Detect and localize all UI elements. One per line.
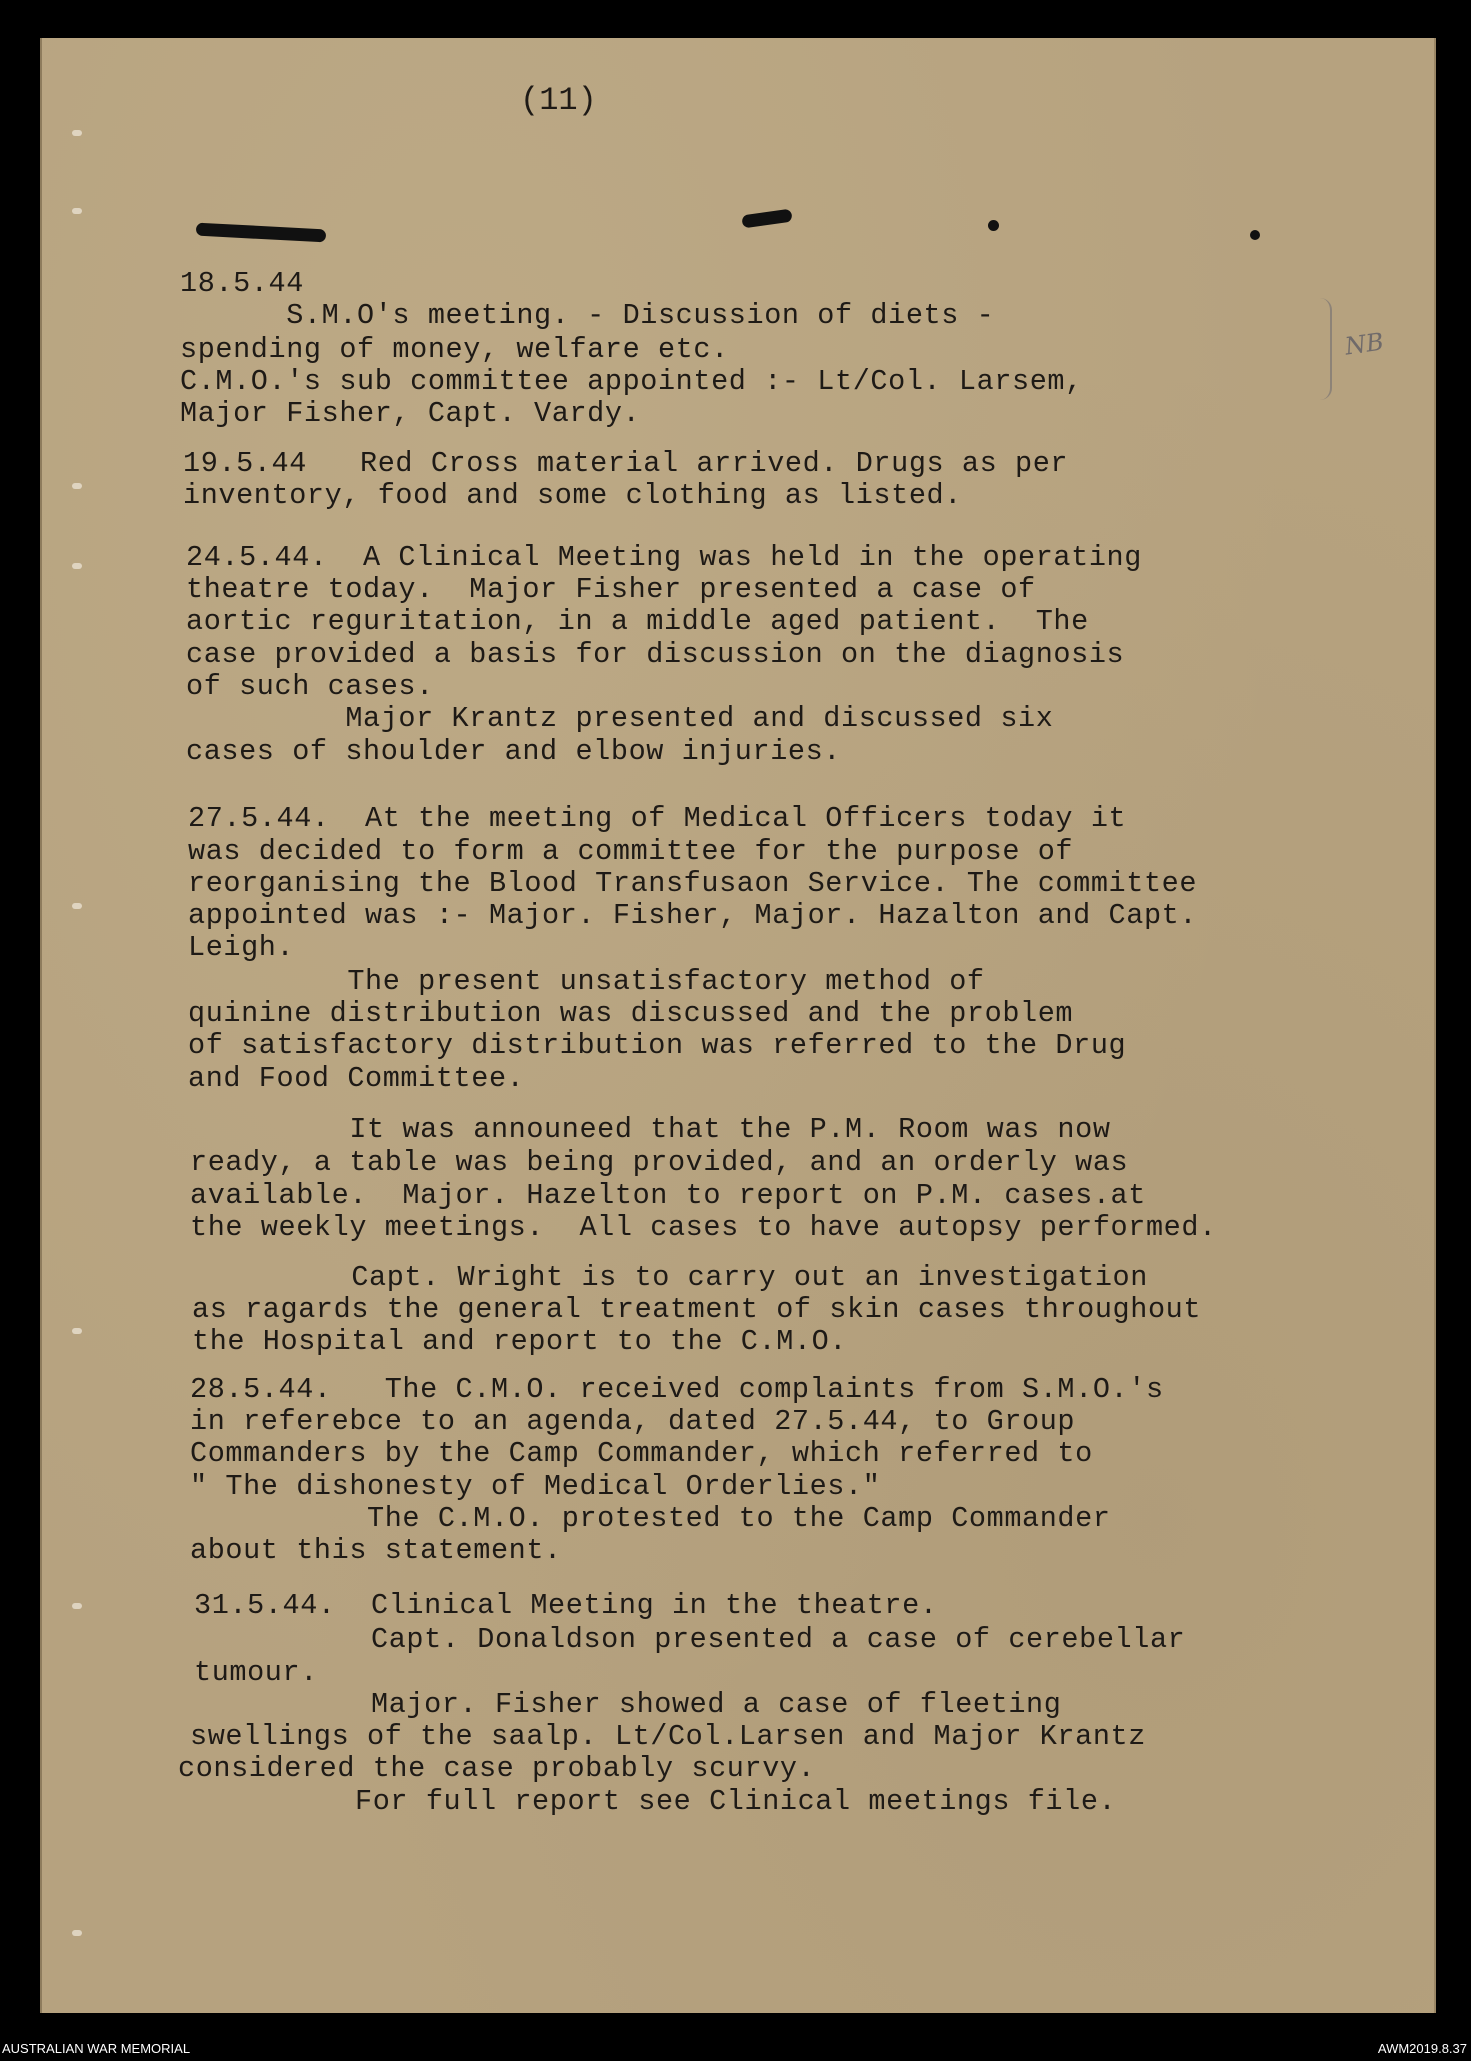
typed-line: 27.5.44. At the meeting of Medical Officers today it [188,802,1127,835]
typed-line: case provided a basis for discussion on the diagnosis [186,638,1125,671]
typed-line: Major Krantz presented and discussed six [186,702,1054,735]
margin-brace [1318,298,1332,400]
punch-mark [72,563,82,569]
typed-line: in referebce to an agenda, dated 27.5.44, to Group [190,1405,1076,1438]
punch-mark [72,130,82,136]
typed-line: C.M.O.'s sub committee appointed :- Lt/Col. Larsem, [180,365,1083,398]
typed-line: S.M.O's meeting. - Discussion of diets - [180,299,995,332]
footer-credit: AUSTRALIAN WAR MEMORIAL [2,2041,191,2056]
punch-mark [72,903,82,909]
typed-line: For full report see Clinical meetings file. [178,1785,1117,1818]
typed-line: the weekly meetings. All cases to have autopsy performed. [190,1211,1217,1244]
typed-line: the Hospital and report to the C.M.O. [192,1325,848,1358]
footer-reference: AWM2019.8.37 [1377,2041,1467,2056]
punch-mark [72,1328,82,1334]
typed-line: ready, a table was being provided, and an orderly was [190,1146,1129,1179]
typed-line: 28.5.44. The C.M.O. received complaints from S.M.O.'s [190,1373,1164,1406]
punch-mark [72,208,82,214]
page-number: (11) [520,82,597,119]
typed-line: 31.5.44. Clinical Meeting in the theatre. [194,1589,938,1622]
typed-line: quinine distribution was discussed and the problem [188,997,1074,1030]
typed-line: swellings of the saalp. Lt/Col.Larsen and Major Krantz [190,1720,1146,1753]
typed-line: reorganising the Blood Transfusaon Service. The committee [188,867,1198,900]
typed-line: available. Major. Hazelton to report on P.M. cases.at [190,1179,1146,1212]
typed-line: of such cases. [186,670,434,703]
typed-line: considered the case probably scurvy. [178,1752,816,1785]
ink-dot [1250,230,1260,240]
typed-line: The C.M.O. protested to the Camp Commander [190,1502,1111,1535]
typed-line: spending of money, welfare etc. [180,333,729,366]
typed-line: Major. Fisher showed a case of fleeting [194,1688,1062,1721]
typed-line: and Food Committee. [188,1062,525,1095]
typed-line: Capt. Wright is to carry out an investigation [192,1261,1148,1294]
typed-line: theatre today. Major Fisher presented a case of [186,573,1036,606]
punch-mark [72,1930,82,1936]
punch-mark [72,1603,82,1609]
typed-line: Major Fisher, Capt. Vardy. [180,397,641,430]
typed-line: inventory, food and some clothing as listed. [183,479,962,512]
typed-line: of satisfactory distribution was referred to the Drug [188,1029,1127,1062]
typed-line: about this statement. [190,1534,562,1567]
typed-line: was decided to form a committee for the purpose of [188,835,1074,868]
typed-line: " The dishonesty of Medical Orderlies." [190,1470,881,1503]
typed-line: aortic reguritation, in a middle aged patient. The [186,605,1089,638]
typed-line: tumour. [194,1656,318,1689]
typed-line: cases of shoulder and elbow injuries. [186,735,842,768]
typed-line: Commanders by the Camp Commander, which referred to [190,1437,1093,1470]
typed-line: 24.5.44. A Clinical Meeting was held in the operating [186,541,1142,574]
typed-line: as ragards the general treatment of skin cases throughout [192,1293,1202,1326]
typed-line: appointed was :- Major. Fisher, Major. Hazalton and Capt. [188,899,1198,932]
typed-line: Leigh. [188,931,295,964]
typed-line: It was announeed that the P.M. Room was now [190,1113,1111,1146]
punch-mark [72,483,82,489]
typed-line: 18.5.44 [180,267,304,300]
typed-line: Capt. Donaldson presented a case of cerebellar [194,1623,1186,1656]
margin-note: NB [1343,327,1386,361]
typed-line: 19.5.44 Red Cross material arrived. Drugs as per [183,447,1069,480]
ink-dot [988,220,999,231]
typed-line: The present unsatisfactory method of [188,965,985,998]
